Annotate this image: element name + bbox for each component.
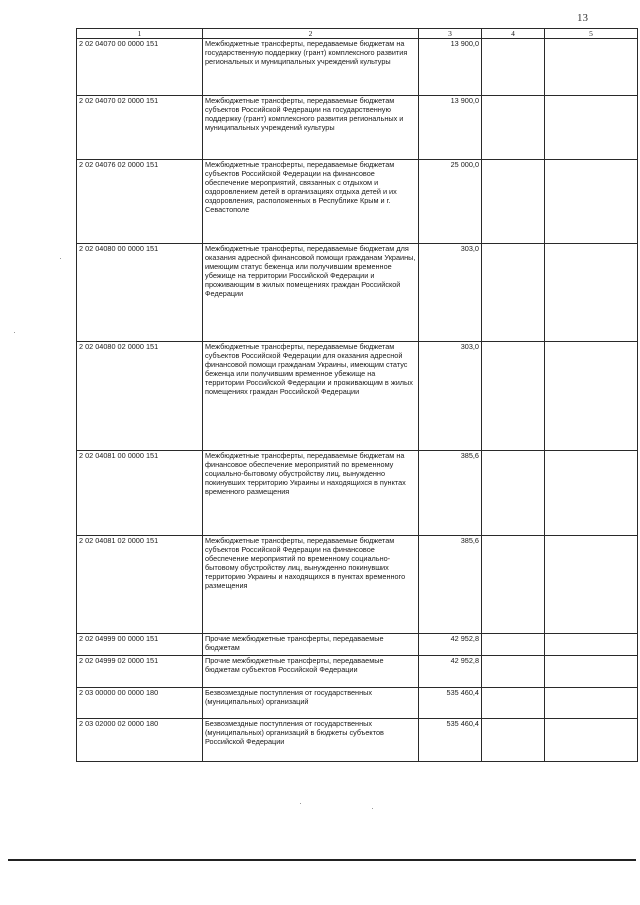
row-code: 2 02 04999 02 0000 151	[77, 656, 203, 688]
empty-cell	[545, 39, 638, 96]
row-code: 2 03 02000 02 0000 180	[77, 719, 203, 762]
table-row	[77, 160, 638, 244]
column-header: 4	[482, 29, 545, 39]
empty-cell	[545, 719, 638, 762]
table-row	[77, 656, 638, 688]
table-row	[77, 96, 638, 160]
column-header: 2	[203, 29, 419, 39]
scan-speck	[60, 258, 61, 259]
row-amount: 303,0	[419, 342, 482, 451]
empty-cell	[482, 244, 545, 342]
row-amount: 385,6	[419, 451, 482, 536]
empty-cell	[482, 160, 545, 244]
row-code: 2 02 04081 02 0000 151	[77, 536, 203, 634]
scan-speck	[300, 803, 301, 804]
empty-cell	[482, 634, 545, 656]
column-header: 5	[545, 29, 638, 39]
table-row	[77, 719, 638, 762]
row-amount: 303,0	[419, 244, 482, 342]
empty-cell	[482, 39, 545, 96]
scan-speck	[14, 332, 15, 333]
empty-cell	[482, 536, 545, 634]
row-code: 2 02 04070 00 0000 151	[77, 39, 203, 96]
empty-cell	[482, 96, 545, 160]
table-row	[77, 634, 638, 656]
column-header: 3	[419, 29, 482, 39]
row-amount: 535 460,4	[419, 688, 482, 719]
row-amount: 385,6	[419, 536, 482, 634]
empty-cell	[545, 634, 638, 656]
empty-cell	[482, 719, 545, 762]
row-description: Межбюджетные трансферты, передаваемые бюджетам на государственную поддержку (грант) комплексного развития региональных и муниципальных учреждений культуры	[203, 39, 419, 96]
row-amount: 13 900,0	[419, 39, 482, 96]
row-amount: 25 000,0	[419, 160, 482, 244]
table-row	[77, 39, 638, 96]
empty-cell	[545, 160, 638, 244]
table-row	[77, 451, 638, 536]
row-description: Прочие межбюджетные трансферты, передаваемые бюджетам субъектов Российской Федерации	[203, 656, 419, 688]
empty-cell	[545, 342, 638, 451]
empty-cell	[545, 244, 638, 342]
empty-cell	[545, 96, 638, 160]
row-code: 2 02 04080 02 0000 151	[77, 342, 203, 451]
empty-cell	[482, 656, 545, 688]
table-header-row	[77, 29, 638, 39]
empty-cell	[545, 536, 638, 634]
row-code: 2 02 04070 02 0000 151	[77, 96, 203, 160]
empty-cell	[545, 451, 638, 536]
row-code: 2 02 04081 00 0000 151	[77, 451, 203, 536]
row-description: Межбюджетные трансферты, передаваемые бюджетам для оказания адресной финансовой помощи гражданам Украины, имеющим статус беженца или получившим временное убежище на территории Российской Федерации и проживающим в жилых помещениях граждан Российской Федерации	[203, 244, 419, 342]
column-header: 1	[77, 29, 203, 39]
bottom-rule	[8, 859, 636, 861]
row-description: Межбюджетные трансферты, передаваемые бюджетам на финансовое обеспечение мероприятий по временному социально-бытовому обустройству лиц, вынужденно покинувших территорию Украины и находящихся в пунктах временного размещения	[203, 451, 419, 536]
empty-cell	[482, 688, 545, 719]
row-amount: 42 952,8	[419, 634, 482, 656]
row-code: 2 02 04080 00 0000 151	[77, 244, 203, 342]
row-amount: 535 460,4	[419, 719, 482, 762]
row-amount: 13 900,0	[419, 96, 482, 160]
row-amount: 42 952,8	[419, 656, 482, 688]
empty-cell	[545, 688, 638, 719]
row-code: 2 02 04076 02 0000 151	[77, 160, 203, 244]
budget-table	[76, 28, 638, 762]
row-code: 2 02 04999 00 0000 151	[77, 634, 203, 656]
empty-cell	[545, 656, 638, 688]
table-row	[77, 244, 638, 342]
scan-speck	[372, 808, 373, 809]
row-description: Безвозмездные поступления от государственных (муниципальных) организаций	[203, 688, 419, 719]
table-row	[77, 536, 638, 634]
page-number: 13	[577, 12, 588, 24]
row-description: Прочие межбюджетные трансферты, передаваемые бюджетам	[203, 634, 419, 656]
table-row	[77, 342, 638, 451]
empty-cell	[482, 451, 545, 536]
row-description: Межбюджетные трансферты, передаваемые бюджетам субъектов Российской Федерации на финансовое обеспечение мероприятий, связанных с отдыхом и оздоровлением детей в организациях отдыха детей и их оздоровления, расположенных в Республике Крым и г. Севастополе	[203, 160, 419, 244]
row-description: Межбюджетные трансферты, передаваемые бюджетам субъектов Российской Федерации для оказания адресной финансовой помощи гражданам Украины, имеющим статус беженца или получившим временное убежище на территории Российской Федерации и проживающим в жилых помещениях граждан Российской Федерации	[203, 342, 419, 451]
row-description: Безвозмездные поступления от государственных (муниципальных) организаций в бюджеты субъектов Российской Федерации	[203, 719, 419, 762]
table-row	[77, 688, 638, 719]
row-code: 2 03 00000 00 0000 180	[77, 688, 203, 719]
row-description: Межбюджетные трансферты, передаваемые бюджетам субъектов Российской Федерации на финансовое обеспечение мероприятий по временному социально-бытовому обустройству лиц, вынужденно покинувших территорию Украины и находящихся в пунктах временного размещения	[203, 536, 419, 634]
row-description: Межбюджетные трансферты, передаваемые бюджетам субъектов Российской Федерации на государственную поддержку (грант) комплексного развития региональных и муниципальных учреждений культуры	[203, 96, 419, 160]
empty-cell	[482, 342, 545, 451]
